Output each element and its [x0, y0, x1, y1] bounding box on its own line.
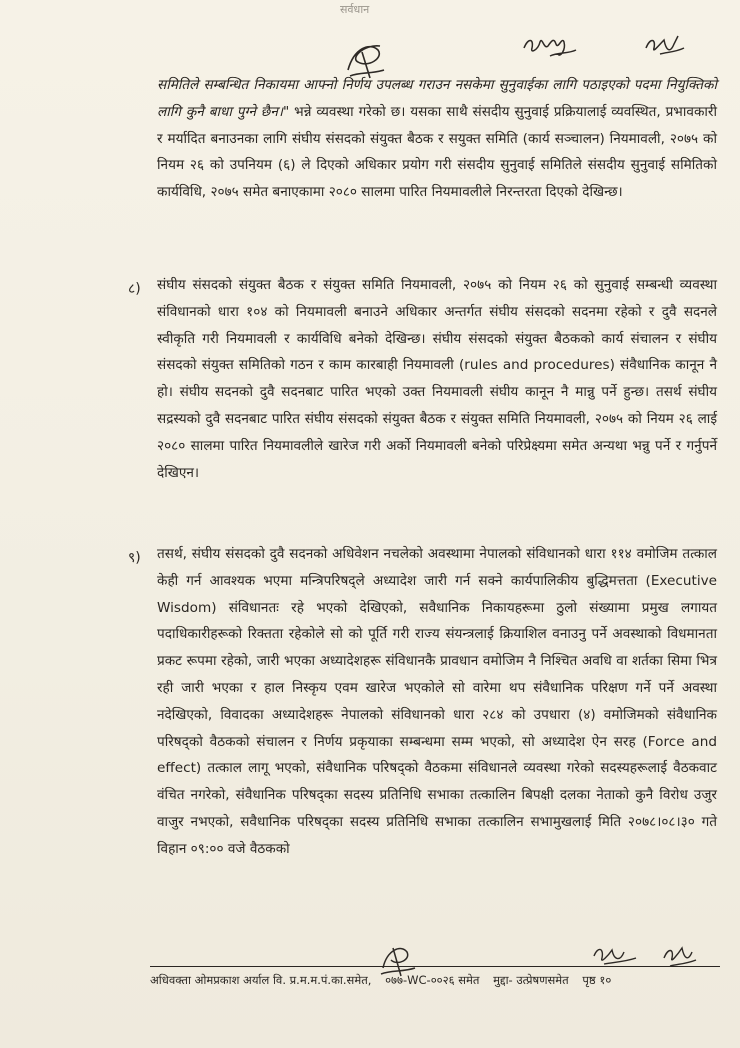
footer [150, 973, 730, 988]
footer-divider [150, 966, 720, 967]
paragraph-8: संघीय संसदको संयुक्त बैठक र संयुक्त समिति नियमावली, २०७५ को नियम २६ को सुनुवाई सम्बन्धी व्यवस्था संविधानको धारा १०४ को नियमावली बनाउने अधिकार अन्तर्गत संघीय संसदको सदनमा रहेको र दुवै सदनले स्वीकृति गरी नियमावली र कार्यविधि बनेको देखिन्छ। संघीय संसदको संयुक्त बैठकको कार्य संचालन र संघीय संसदको संयुक्त समितिको गठन र काम कारबाही नियमावली (rules and procedures) संवैधानिक कानून नै हो। संघीय सदनको दुवै सदनबाट पारित भएको उक्त नियमावली संघीय कानून नै मान्नु पर्ने हुन्छ। तसर्थ संघीय सद्रस्यको दुवै सदनबाट पारित संघीय संसदको संयुक्त बैठक र संयुक्त समिति नियमावली, २०७५ को नियम २६ लाई २०८० सालमा पारित नियमावलीले खारेज गरी अर्को नियमावली बनेको परिप्रेक्ष्यमा समेत अन्यथा भन्नु पर्ने र गर्नुपर्ने देखिएन। [157, 277, 717, 481]
footer-case-number: ०७७-WC-००२६ समेत [385, 973, 480, 987]
paragraph-9: तसर्थ, संघीय संसदको दुवै सदनको अधिवेशन नचलेको अवस्थामा नेपालको संविधानको धारा ११४ वमोजिम तत्काल केही गर्न आवश्यक भएमा मन्त्रिपरिषद्ले अध्यादेश जारी गर्न सक्ने कार्यपालिकीय बुद्धिमत्तता (Executive Wisdom) संविधानतः रहे भएको देखिएको, सवैधानिक निकायहरूमा ठुलो संख्यामा प्रमुख लगायत पदाधिकारीहरूको रिक्तता रहेकोले सो को पूर्ति गरी राज्य संयन्त्रलाई क्रियाशिल वनाउनु पर्ने अवस्थाको विधमानता प्रकट रूपमा रहेको, जारी भएका अध्यादेशहरू संविधानकै प्रावधान वमोजिम नै निश्चित अवधि वा शर्तका सिमा भित्र रही जारी भएका र हाल निस्कृय एवम खारेज भएकोले सो वारेमा थप संवैधानिक परिक्षण गर्ने पर्ने अवस्था नदेखिएको, विवादका अध्यादेशहरू नेपालको संविधानको धारा २८४ को उपधारा (४) वमोजिमको संवैधानिक परिषद्को वैठकको संचालन र निर्णय प्रकृयाका सम्बन्धमा सम्म भएको, सो अध्यादेश ऐन सरह (Force and effect) तत्काल लागू भएको, संवैधानिक परिषद्को वैठकमा संविधानले व्यवस्था गरेको सदस्यहरूलाई वैठकवाट वंचित नगरेको, संवैधानिक परिषद्का सदस्य प्रतिनिधि सभाका तत्कालिन बिपक्षी दलका नेताको कुनै विरोध उजुर वाजुर नभएको, सवैधानिक परिषद्का सदस्य प्रतिनिधि सभाका तत्कालिन सभामुखलाई मिति २०७८।०८।३० गते विहान ०९:०० वजे वैठकको [157, 546, 717, 857]
intro-text: भन्ने व्यवस्था गरेको छ। यसका साथै संसदीय सुनुवाई प्रक्रियालाई व्यवस्थित, प्रभावकारी र मर्यादित बनाउनका लागि संघीय संसदको संयुक्त बैठक र सयुक्त समिति (कार्य सञ्चालन) नियमावली, २०७५ को नियम २६ को उपनियम (६) ले दिएको अधिकार प्रयोग गरी संसदीय सुनुवाई समितिले संसदीय सुनुवाई समितिको कार्यविधि, २०७५ समेत बनाएकामा २०८० सालमा पारित नियमावलीले निरन्तरता दिएको देखिन्छ। [157, 103, 717, 201]
quoted-rule-text: समितिले सम्बन्धित निकायमा आफ्नो निर्णय उपलब्ध गराउन नसकेमा सुनुवाईका लागि पठाइएको पदमा नियुक्तिको लागि कुनै बाधा पुग्ने छैन।" [157, 77, 717, 120]
footer-page-number: पृष्ठ १० [582, 973, 612, 987]
paragraph-9-number: ९) [128, 550, 141, 566]
signature-2 [520, 28, 580, 62]
footer-subject: मुद्दा- उत्प्रेषणसमेत [493, 973, 569, 987]
paragraph-8-number: ८) [128, 281, 141, 297]
footer-advocate: अधिवक्ता ओमप्रकाश अर्याल वि. प्र.म.म.पं.का.समेत, [150, 973, 372, 987]
intro-paragraph [157, 72, 717, 206]
header-stamp: सर्वधान [340, 3, 370, 16]
signature-3 [640, 30, 690, 62]
